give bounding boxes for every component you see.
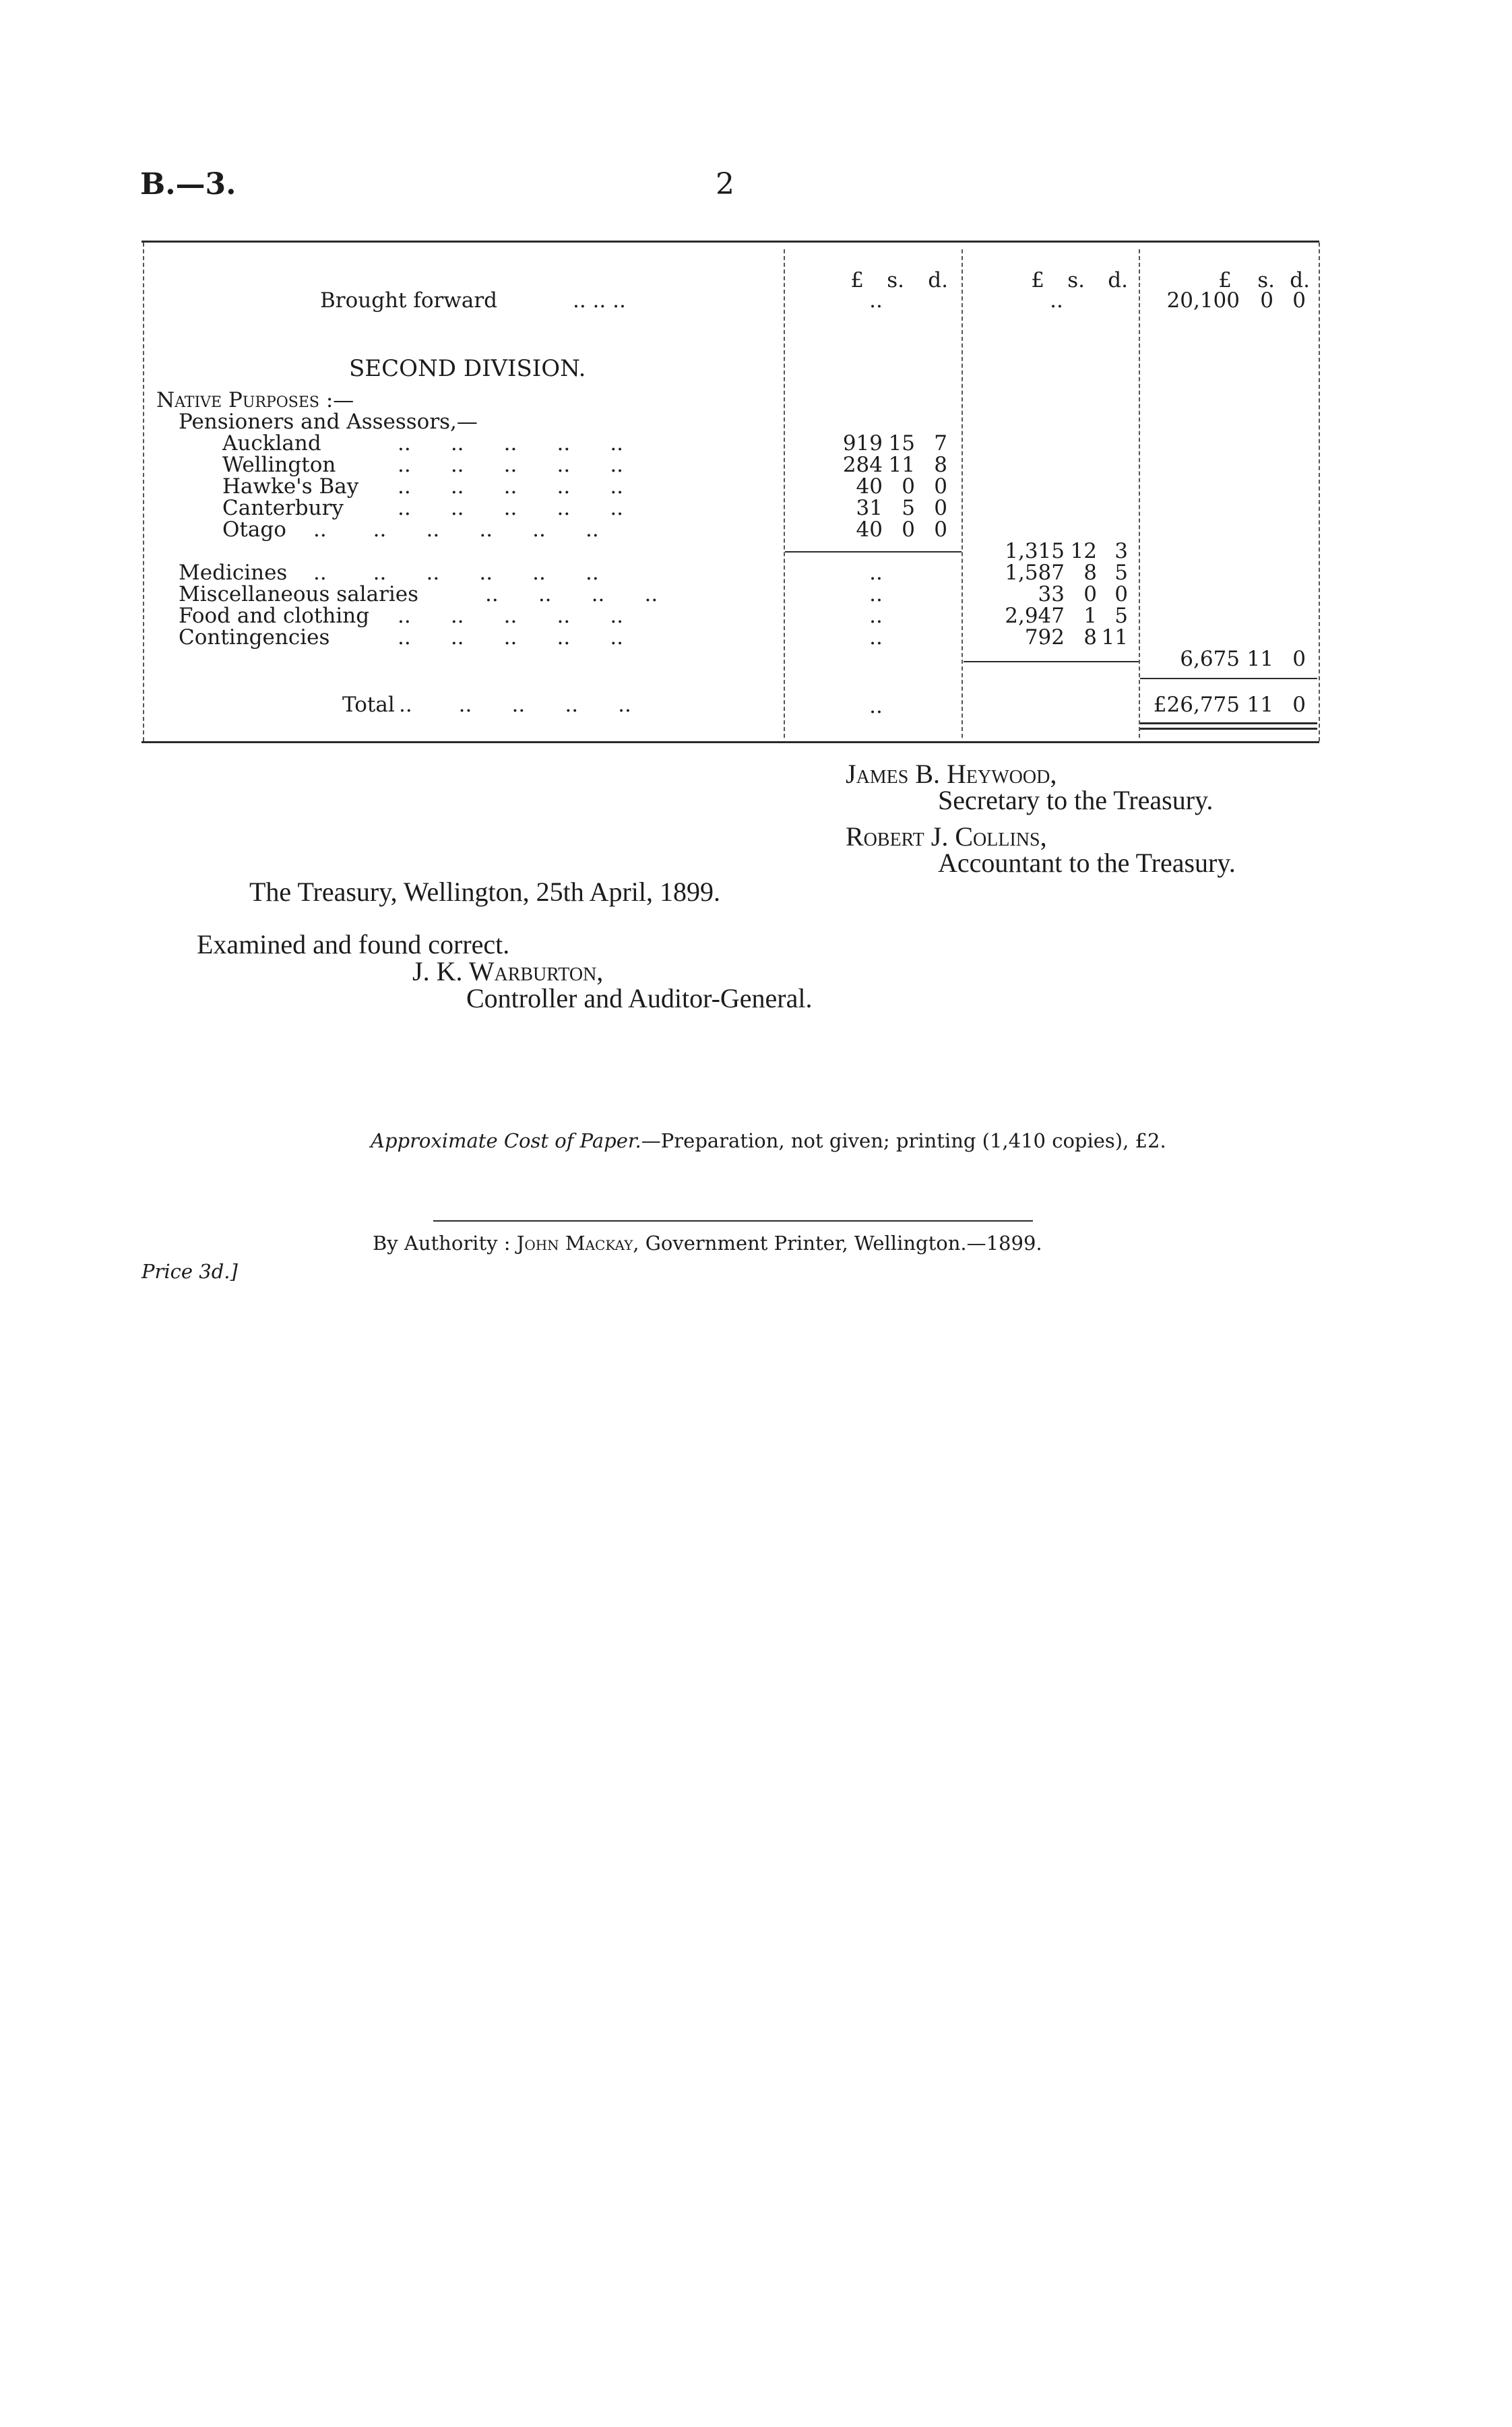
signatory-title: Accountant to the Treasury.: [938, 848, 1236, 878]
authority-prefix: By Authority :: [373, 1232, 511, 1255]
place-and-date: The Treasury, Wellington, 25th April, 1899.: [249, 877, 720, 907]
authority-suffix: Government Printer, Wellington.—1899.: [645, 1232, 1042, 1255]
division-title: SECOND DIVISION.: [349, 355, 586, 382]
table-bottom-rule: [141, 741, 1319, 743]
signatory-name: Robert J. Collins,: [846, 821, 1047, 852]
authority-imprint: [373, 1232, 1042, 1255]
table-top-rule: [141, 241, 1319, 243]
division-rule: [964, 661, 1139, 662]
table-right-border: [1319, 243, 1320, 741]
cost-note: [371, 1129, 1166, 1152]
cost-text: —Preparation, not given; printing (1,410 copies), £2.: [641, 1129, 1166, 1152]
table-left-border: [143, 243, 144, 741]
native-purposes-heading: Native Purposes :—: [156, 388, 354, 412]
signatory-title: Secretary to the Treasury.: [938, 785, 1214, 815]
total-top-rule: [1140, 678, 1317, 679]
total-double-rule-2: [1140, 728, 1317, 730]
column-divider-3: [1139, 249, 1140, 738]
column-divider-1: [784, 249, 785, 738]
price: Price 3d.]: [141, 1260, 238, 1283]
total-double-rule-1: [1140, 722, 1317, 724]
pensioners-heading: Pensioners and Assessors,—: [179, 410, 478, 434]
page-reference: B.—3.: [140, 167, 237, 201]
cost-label: Approximate Cost of Paper.: [371, 1129, 641, 1152]
auditor-title: Controller and Auditor-General.: [466, 983, 813, 1013]
examined-note: Examined and found correct.: [197, 929, 510, 959]
auditor-name: J. K. Warburton,: [412, 956, 604, 986]
subtotal-rule: [785, 551, 962, 553]
imprint-rule: [433, 1220, 1033, 1222]
printer-name: John Mackay,: [516, 1232, 639, 1255]
signatory-name: James B. Heywood,: [846, 759, 1057, 789]
page-number: 2: [716, 167, 734, 201]
column-divider-2: [962, 249, 963, 738]
